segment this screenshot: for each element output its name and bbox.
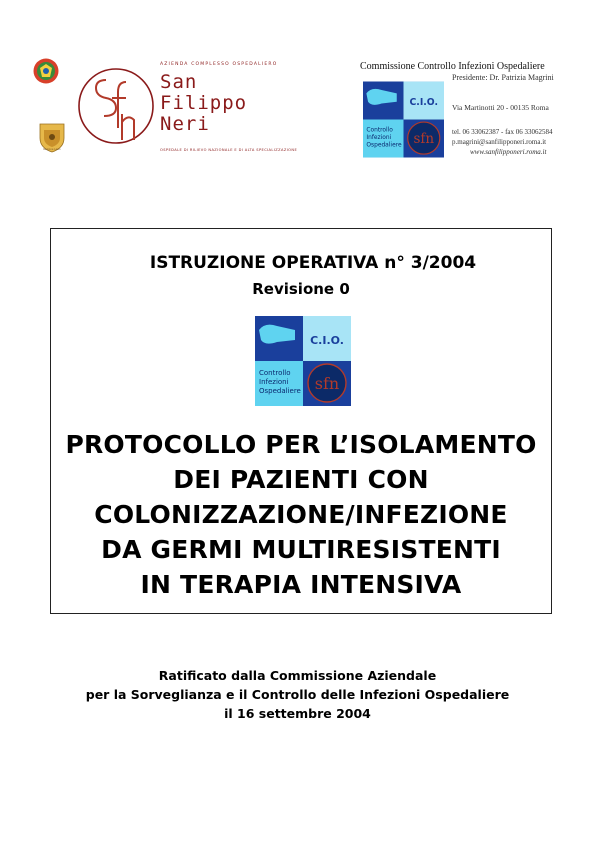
protocol-title-line: DA GERMI MULTIRESISTENTI: [101, 535, 501, 564]
protocol-title-line: PROTOCOLLO PER L’ISOLAMENTO: [65, 430, 537, 459]
commission-website[interactable]: www.sanfilipponeri.roma.it: [470, 148, 547, 156]
ratification-line: per la Sorveglianza e il Controllo delle Infezioni Ospedaliere: [85, 687, 510, 702]
ratification-line: il 16 settembre 2004: [224, 706, 371, 721]
hospital-name-line: Neri: [160, 113, 210, 135]
title-box: [50, 228, 552, 614]
cio-logo: [363, 80, 444, 159]
cio-logo-center: [255, 316, 351, 406]
commission-phone: tel. 06 33062387 - fax 06 33062584: [452, 128, 553, 136]
coat-caption: Regione Lazio: [43, 148, 61, 151]
document-revision: Revisione 0: [252, 280, 350, 298]
protocol-title: [51, 427, 551, 602]
commission-president: Presidente: Dr. Patrizia Magrini: [452, 73, 554, 82]
coat-of-arms-icon: [32, 120, 72, 160]
ratification-line: Ratificato dalla Commissione Aziendale: [158, 668, 437, 683]
document-number: ISTRUZIONE OPERATIVA n° 3/2004: [149, 253, 477, 273]
cio-acronym: C.I.O.: [310, 334, 344, 347]
cio-text-line: Ospedaliere: [366, 142, 402, 149]
hospital-name-line: Filippo: [160, 92, 248, 114]
hospital-prefix: AZIENDA COMPLESSO OSPEDALIERO: [160, 62, 278, 67]
commission-address: Via Martinotti 20 - 00135 Roma: [452, 103, 549, 112]
hospital-name-line: San: [160, 71, 198, 93]
cio-text-line: Controllo: [259, 369, 291, 377]
protocol-title-line: DEI PAZIENTI CON: [173, 465, 429, 494]
hospital-name: [160, 72, 247, 135]
cio-text-line: Ospedaliere: [259, 387, 301, 395]
cio-monogram: sfn: [314, 374, 340, 393]
san-filippo-neri-logo: [76, 58, 156, 154]
cio-text-line: Infezioni: [366, 134, 392, 141]
commission-name: Commissione Controllo Infezioni Ospedaliere: [360, 61, 545, 72]
cio-acronym: C.I.O.: [409, 97, 438, 109]
cio-text-line: Infezioni: [259, 378, 289, 386]
regional-emblem-icon: [32, 56, 60, 86]
ratification-note: [0, 666, 595, 723]
cio-text-line: Controllo: [366, 127, 393, 134]
commission-email[interactable]: p.magrini@sanfilipponeri.roma.it: [452, 138, 547, 146]
cio-monogram: sfn: [413, 131, 435, 148]
protocol-title-line: COLONIZZAZIONE/INFEZIONE: [94, 500, 508, 529]
hospital-subtitle: OSPEDALE DI RILIEVO NAZIONALE E DI ALTA SPECIALIZZAZIONE: [160, 148, 298, 152]
protocol-title-line: IN TERAPIA INTENSIVA: [140, 570, 462, 599]
